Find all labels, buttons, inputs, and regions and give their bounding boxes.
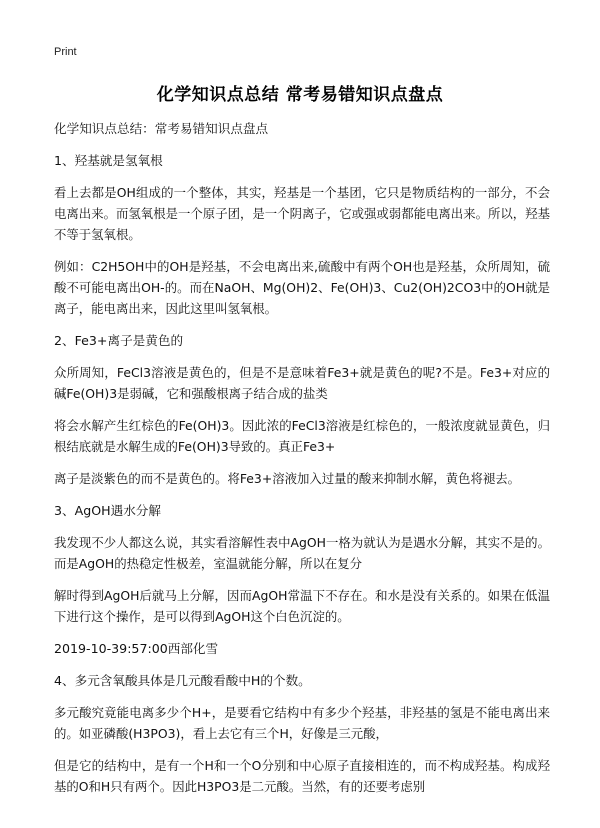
section-3-paragraph: 我发现不少人都这么说，其实看溶解性表中AgOH一格为就认为是遇水分解，其实不是的。而是AgOH的热稳定性极差，室温就能分解，所以在复分 [54, 535, 550, 571]
section-4-heading: 4、多元含氧酸具体是几元酸看酸中H的个数。 [54, 673, 311, 688]
section-4-paragraph: 但是它的结构中，是有一个H和一个O分别和中心原子直接相连的，而不构成羟基。构成羟基的O和H只有两个。因此H3PO3是二元酸。当然，有的还要考虑别 [54, 758, 550, 794]
section-1-paragraph: 看上去都是OH组成的一个整体，其实，羟基是一个基团，它只是物质结构的一部分，不会电离出来。而氢氧根是一个原子团，是一个阴离子，它或强或弱都能电离出来。所以，羟基不等于氢氧根。 [54, 185, 550, 242]
section-1-paragraph: 例如：C2H5OH中的OH是羟基，不会电离出来,硫酸中有两个OH也是羟基，众所周知，硫酸不可能电离出OH-的。而在NaOH、Mg(OH)2、Fe(OH)3、Cu2(OH)2CO3中的OH就是离子，能电离出来，因此这里叫氢氧根。 [54, 259, 550, 316]
timestamp-line: 2019-10-39:57:00西部化雪 [54, 641, 219, 656]
section-2-paragraph: 将会水解产生红棕色的Fe(OH)3。因此浓的FeCl3溶液是红棕色的，一般浓度就显黄色，归根结底就是水解生成的Fe(OH)3导致的。真正Fe3+ [54, 418, 550, 454]
section-3-paragraph: 解时得到AgOH后就马上分解，因而AgOH常温下不存在。和水是没有关系的。如果在低温下进行这个操作，是可以得到AgOH这个白色沉淀的。 [54, 588, 550, 624]
section-1-heading: 1、羟基就是氢氧根 [54, 153, 163, 168]
section-3-heading: 3、AgOH遇水分解 [54, 503, 161, 518]
page-title: 化学知识点总结 常考易错知识点盘点 [156, 85, 444, 105]
article-body [54, 118, 550, 808]
print-label: Print [54, 46, 77, 58]
section-2-heading: 2、Fe3+离子是黄色的 [54, 333, 184, 348]
section-2-paragraph: 离子是淡紫色的而不是黄色的。将Fe3+溶液加入过量的酸来抑制水解，黄色将褪去。 [54, 471, 521, 486]
article-subtitle: 化学知识点总结：常考易错知识点盘点 [54, 121, 269, 136]
section-4-paragraph: 多元酸究竟能电离多少个H+，是要看它结构中有多少个羟基，非羟基的氢是不能电离出来的。如亚磷酸(H3PO3)，看上去它有三个H，好像是三元酸， [54, 705, 550, 741]
section-2-paragraph: 众所周知，FeCl3溶液是黄色的，但是不是意味着Fe3+就是黄色的呢?不是。Fe3+对应的碱Fe(OH)3是弱碱，它和强酸根离子结合成的盐类 [54, 365, 550, 401]
